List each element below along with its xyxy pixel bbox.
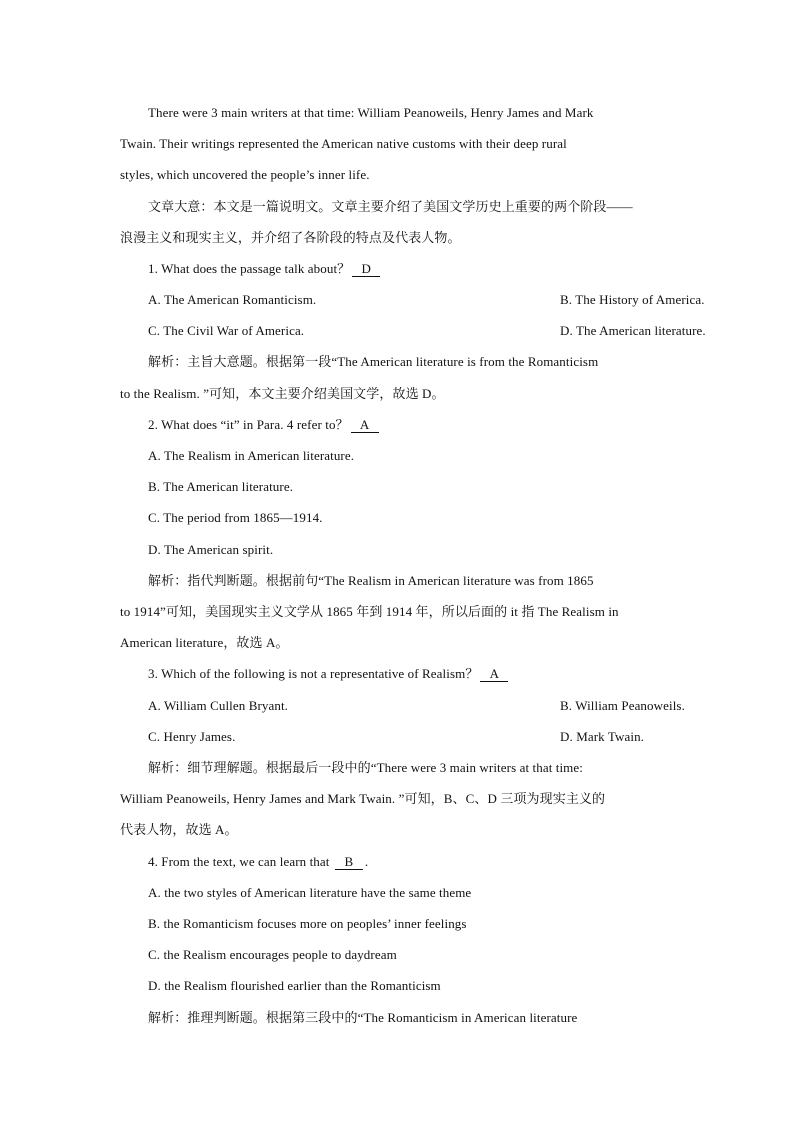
- question-4-answer: B: [335, 854, 363, 870]
- question-4-text: 4. From the text, we can learn that: [148, 854, 330, 869]
- question-3-options-row-1: [148, 696, 685, 716]
- summary-line-1: 文章大意：本文是一篇说明文。文章主要介绍了美国文学历史上重要的两个阶段——: [148, 199, 633, 214]
- question-3-answer: A: [480, 666, 508, 682]
- question-1-option-d: D. The American literature.: [560, 323, 706, 338]
- question-3-explanation-line-2: William Peanoweils, Henry James and Mark Twain. ”可知，B、C、D 三项为现实主义的: [120, 791, 606, 806]
- question-1-options-row-1: [148, 290, 705, 310]
- question-4-stem-end: .: [364, 854, 369, 869]
- question-1-option-a: A. The American Romanticism.: [148, 292, 317, 307]
- question-3-option-c: C. Henry James.: [148, 729, 236, 744]
- question-3-stem: [148, 664, 680, 684]
- question-3-text: 3. Which of the following is not a representative of Realism？: [148, 666, 479, 681]
- passage-line-3: styles, which uncovered the people’s inner life.: [120, 167, 370, 182]
- question-2-option-c: C. The period from 1865—1914.: [148, 510, 323, 525]
- question-2-answer: A: [351, 417, 379, 433]
- question-1-explanation-line-1: 解析：主旨大意题。根据第一段“The American literature is from the Romanticism: [148, 354, 599, 369]
- question-2-text: 2. What does “it” in Para. 4 refer to？: [148, 417, 349, 432]
- question-4-option-c: C. the Realism encourages people to daydream: [148, 947, 397, 962]
- question-4-option-a: A. the two styles of American literature have the same theme: [148, 885, 472, 900]
- question-2-stem: [148, 415, 680, 435]
- question-3-explanation-line-1: 解析：细节理解题。根据最后一段中的“There were 3 main writers at that time:: [148, 760, 583, 775]
- question-2-explanation-line-3: American literature，故选 A。: [120, 635, 289, 650]
- question-4-option-b: B. the Romanticism focuses more on peoples’ inner feelings: [148, 916, 467, 931]
- question-3-option-d: D. Mark Twain.: [560, 729, 645, 744]
- question-3-option-a: A. William Cullen Bryant.: [148, 698, 289, 713]
- question-3-explanation-line-3: 代表人物，故选 A。: [120, 822, 238, 837]
- summary-line-2: 浪漫主义和现实主义，并介绍了各阶段的特点及代表人物。: [120, 230, 461, 245]
- question-1-option-b: B. The History of America.: [560, 292, 705, 307]
- question-1-options-row-2: [148, 321, 706, 341]
- question-2-option-b: B. The American literature.: [148, 479, 294, 494]
- question-1-answer: D: [352, 261, 380, 277]
- question-1-stem: [148, 259, 680, 279]
- question-4-explanation-line-1: 解析：推理判断题。根据第三段中的“The Romanticism in American literature: [148, 1010, 578, 1025]
- question-3-option-b: B. William Peanoweils.: [560, 698, 685, 713]
- question-1-option-c: C. The Civil War of America.: [148, 323, 305, 338]
- passage-line-2: Twain. Their writings represented the American native customs with their deep rural: [120, 136, 567, 151]
- question-2-option-a: A. The Realism in American literature.: [148, 448, 355, 463]
- passage-line-1: There were 3 main writers at that time: William Peanoweils, Henry James and Mark: [148, 105, 594, 120]
- question-2-explanation-line-2: to 1914”可知，美国现实主义文学从 1865 年到 1914 年，所以后面的 it 指 The Realism in: [120, 604, 619, 619]
- question-3-options-row-2: [148, 727, 680, 747]
- question-1-explanation-line-2: to the Realism. ”可知，本文主要介绍美国文学，故选 D。: [120, 386, 445, 401]
- question-2-explanation-line-1: 解析：指代判断题。根据前句“The Realism in American literature was from 1865: [148, 573, 594, 588]
- question-2-option-d: D. The American spirit.: [148, 542, 274, 557]
- question-4-option-d: D. the Realism flourished earlier than the Romanticism: [148, 978, 441, 993]
- question-1-text: 1. What does the passage talk about？: [148, 261, 351, 276]
- question-4-stem: [148, 852, 680, 872]
